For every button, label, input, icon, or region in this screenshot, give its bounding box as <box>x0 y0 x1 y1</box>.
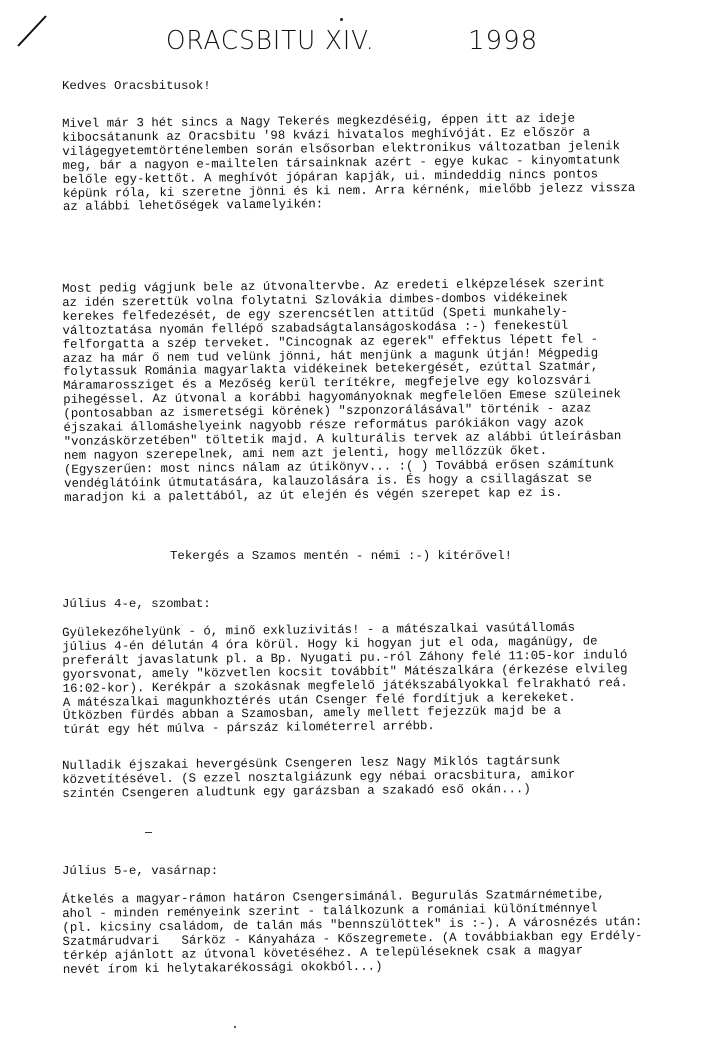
route-paragraph: Most pedig vágjunk bele az útvonaltervbe. Az eredeti elképzelések szerint az idén szerettük volna folytatni Szlovákia dimbes-dombos vidékeinek kerekes felfedezését, de egy szerencsétlen attitűd (Speti munkahely- változtatása nyomán fellépő szabadságtalanságoskodása :-) fenekestül felforgatta a szép terveket. "Cincognak az egerek" effektus lépett fel - azaz ha már ő nem tud velünk jönni, hát menjünk a magunk útján! Mégpedig folytassuk Románia magyarlakta vidékeinek betekergését, ezúttal Szatmár, Máramarossziget és a Mezőség kerül terítékre, megfejelve egy kolozsvári pihegéssel. Az útvonal a korábbi hagyományoknak megfelelően Emese szüleinek (pontosabban az ismeretségi körének) "szponzorálásával" történik - azaz éjszakai állomáshelyeink nagyobb része református parókiákon vagy azok "vonzáskörzetében" töltetik majd. A kulturális tervek az alábbi útleírásban nem nagyon szerepelnek, ami nem azt jelenti, hogy mellőzzük őket. (Egyszerűen: most nincs nálam az útikönyv... :( ) Továbbá erősen számítunk vendéglátóink útmutatására, kalauzolására is. És hogy a csillagászat se maradjon ki a palettából, az út elején és végén szerepet kap ez is. <box>61 276 622 505</box>
stray-dot <box>340 18 343 21</box>
salutation: Kedves Oracsbitusok! <box>62 79 211 93</box>
day1-night-paragraph: Nulladik éjszakai hevergésünk Csengeren lesz Nagy Miklós tagtársunk közvetítésével. (S ezzel nosztalgiázunk egy nébai oracsbitura, amikor szintén Csengeren aludtunk egy garázsban a szakadó eső okán...) <box>61 753 576 801</box>
stray-dash <box>145 832 152 833</box>
day2-heading: Július 5-e, vasárnap: <box>62 864 219 878</box>
stray-dot-bottom <box>234 1026 236 1028</box>
intro-paragraph: Mivel már 3 hét sincs a Nagy Tekerés megkezdéséig, éppen itt az ideje kibocsátanunk az Oracsbitu '98 kvázi hivatalos meghívóját. Ez először a világegyetemtörténelemben során elsősorban elektronikus változatban jelenik meg, bár a nagyon e-mailtelen társainknak azért - egye kukac - kinyomtatunk belőle egy-kettőt. A meghívót jópáran kapják, ui. mindeddig nincs pontos képünk róla, ki szeretne jönni és ki nem. Arra kérnénk, mielőbb jelezz vissza az alábbi lehetőségek valamelyikén: <box>61 111 636 215</box>
route-subtitle: Tekergés a Szamos mentén - némi :-) kitérővel! <box>170 549 513 563</box>
title-text: ORACSBITU XIV. <box>166 26 375 56</box>
pen-slash-mark <box>14 12 52 50</box>
day2-paragraph: Átkelés a magyar-rámon határon Csengersimánál. Begurulás Szatmárnémetibe, ahol - minden reményeink szerint - találkozunk a romániai különítménnyel (pl. kicsiny családom, de talán más "bennszülöttek" is :-). A városnézés után: Szatmárudvari Sárköz - Kányaháza - Kőszegremete. (A továbbiakban egy Erdély- térkép ajánlott az útvonal követéséhez. A településeknek csak a magyar nevét írom ki helytakarékossági okokból...) <box>61 887 643 977</box>
day1-heading: Július 4-e, szombat: <box>62 597 211 611</box>
title-year: 1998 <box>468 26 539 56</box>
day1-paragraph: Gyülekezőhelyünk - ó, minő exkluzivitás! - a mátészalkai vasútállomás július 4-én délután 4 óra körül. Hogy ki hogyan jut el oda, magánügy, de preferált javaslatunk pl. a Bp. Nyugati pu.-ról Záhony felé 11:05-kor induló gyorsvonat, amely "közvetlen kocsit továbbít" Mátészalkára (érkezése elvileg 16:02-kor). Kerékpár a szokásnak megfelelő játékszabályokkal felrakható reá. A mátészalkai magunkhoztérés után Csenger felé fordítjuk a kerekeket. Útközben fürdés abban a Szamosban, amely mellett fejezzük majd be a túrát egy hét múlva - párszáz kilométerrel arrébb. <box>61 620 628 738</box>
